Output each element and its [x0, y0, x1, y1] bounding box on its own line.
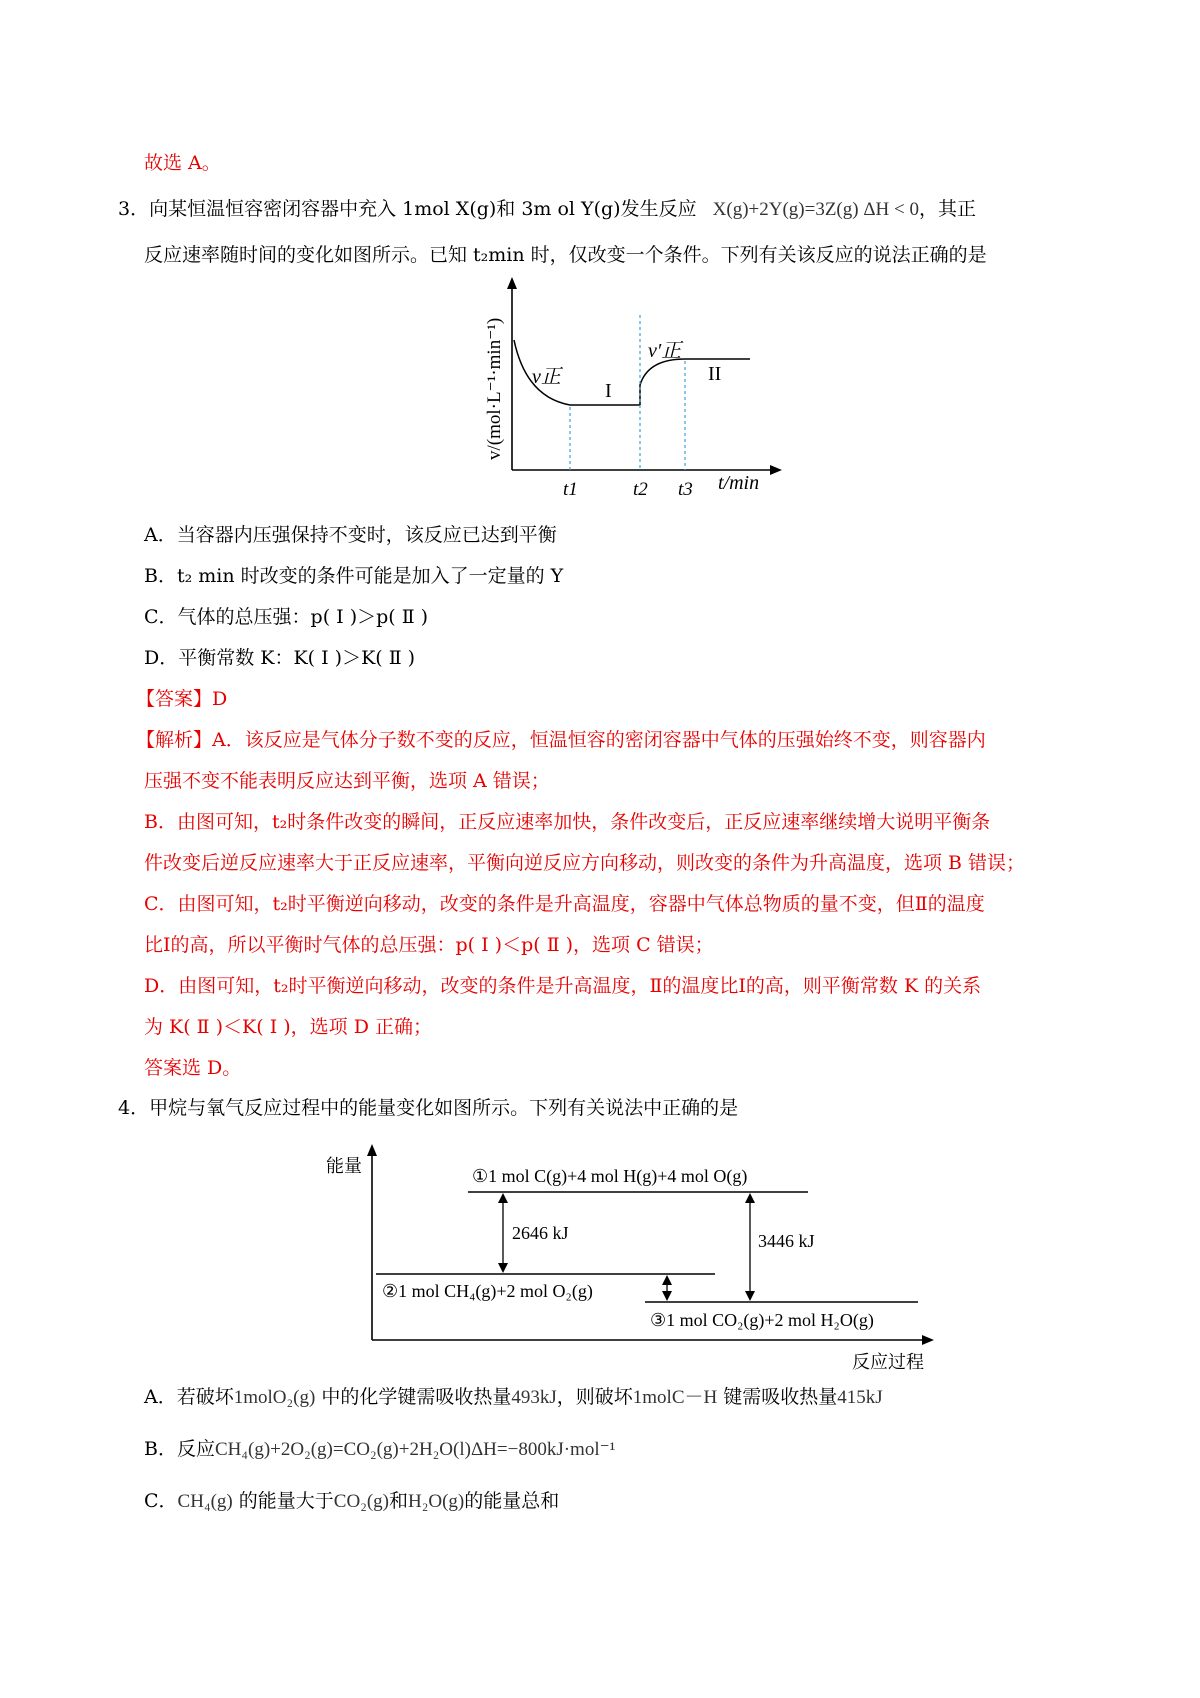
option-3a: A．当容器内压强保持不变时，该反应已达到平衡	[144, 524, 557, 546]
tick-t3: t3	[678, 479, 693, 500]
option-4c-math-h2o: H₂O(g)	[408, 1491, 465, 1512]
arrow-small-head-bottom	[662, 1291, 672, 1301]
process-axis-label: 反应过程	[852, 1352, 924, 1373]
option-3d: D．平衡常数 K：K( Ⅰ )＞K( Ⅱ )	[144, 647, 416, 669]
analysis-line-8: 为 K( Ⅱ )＜K( Ⅰ )，选项 D 正确；	[144, 1016, 432, 1038]
curve2-label: v′正	[648, 340, 682, 362]
y-axis-label: v/(mol·L⁻¹·min⁻¹)	[484, 317, 505, 460]
option-3b: B．t₂ min 时改变的条件可能是加入了一定量的 Y	[144, 565, 564, 587]
energy-diagram	[320, 1140, 950, 1375]
option-4a-prefix: A．若破坏	[144, 1386, 234, 1408]
option-4a-text3: 键需吸收热量	[723, 1386, 838, 1408]
option-4b-prefix: B．反应	[144, 1438, 215, 1460]
option-4a	[144, 1384, 883, 1411]
option-4c-prefix: C．	[144, 1490, 178, 1512]
region2-label: II	[708, 363, 722, 385]
option-3c: C．气体的总压强：p( Ⅰ )＞p( Ⅱ )	[144, 606, 429, 628]
level-1-label: ①1 mol C(g)+4 mol H(g)+4 mol O(g)	[472, 1166, 748, 1186]
option-4c-math-ch4: CH₄(g)	[177, 1491, 233, 1512]
level-2-label: ②1 mol CH₄(g)+2 mol O₂(g)	[382, 1281, 593, 1301]
energy-axis-label: 能量	[326, 1156, 362, 1177]
analysis-line-4: 件改变后逆反应速率大于正反应速率，平衡向逆反应方向移动，则改变的条件为升高温度，选项 B 错误；	[144, 852, 1026, 874]
option-4a-math-o2: 1molO₂(g)	[233, 1387, 316, 1408]
option-4b-equation: CH₄(g)+2O₂(g)=CO₂(g)+2H₂O(l)ΔH=−800kJ·mol⁻¹	[214, 1439, 616, 1460]
option-4c	[144, 1488, 559, 1515]
energy-3446-label: 3446 kJ	[758, 1231, 815, 1251]
option-4a-text: 中的化学键需吸收热量	[321, 1386, 512, 1408]
analysis-line-3: B．由图可知，t₂时条件改变的瞬间，正反应速率加快，条件改变后，正反应速率继续增大说明平衡条	[144, 811, 991, 833]
question-3-stem-tail: ，其正	[919, 198, 977, 220]
option-4c-text2: 和	[388, 1490, 408, 1512]
energy-axis-arrow	[367, 1144, 377, 1156]
region1-label: I	[605, 380, 612, 402]
option-4c-text3: 的能量总和	[464, 1490, 560, 1512]
option-4b	[144, 1436, 615, 1463]
arrow-2646-head-bottom	[498, 1263, 508, 1273]
option-4a-text2: ，则破坏	[556, 1386, 633, 1408]
arrow-3446-head-top	[745, 1193, 755, 1203]
x-axis-label: t/min	[718, 472, 760, 494]
analysis-line-9: 答案选 D。	[144, 1057, 242, 1079]
option-4a-math-493: 493kJ	[511, 1387, 557, 1408]
forward-rate-curve-2	[640, 359, 750, 405]
analysis-line-7: D．由图可知，t₂时平衡逆向移动，改变的条件是升高温度，Ⅱ的温度比Ⅰ的高，则平衡常数 K 的关系	[144, 975, 982, 997]
curve1-label: v正	[532, 366, 561, 388]
question-4-number: 4．	[118, 1097, 150, 1119]
tick-t2: t2	[633, 479, 648, 500]
question-4-stem	[118, 1095, 738, 1121]
arrow-3446-head-bottom	[745, 1291, 755, 1301]
question-3-equation: X(g)+2Y(g)=3Z(g) ΔH < 0	[712, 199, 919, 220]
analysis-line-1: 【解析】A．该反应是气体分子数不变的反应，恒温恒容的密闭容器中气体的压强始终不变，则容器内	[136, 729, 986, 751]
tick-t1: t1	[563, 479, 578, 500]
analysis-line-6: 比Ⅰ的高，所以平衡时气体的总压强：p( Ⅰ )＜p( Ⅱ )，选项 C 错误；	[144, 934, 714, 956]
previous-answer-line: 故选 A。	[144, 152, 221, 174]
analysis-line-2: 压强不变不能表明反应达到平衡，选项 A 错误；	[144, 770, 550, 792]
option-4c-math-co2: CO₂(g)	[333, 1491, 389, 1512]
answer-3: 【答案】D	[136, 688, 228, 710]
option-4a-math-ch: 1molC－H	[632, 1387, 718, 1408]
arrow-2646-head-top	[498, 1193, 508, 1203]
option-4c-text: 的能量大于	[238, 1490, 334, 1512]
option-4a-math-415: 415kJ	[837, 1387, 883, 1408]
process-axis-arrow	[922, 1335, 934, 1345]
analysis-line-5: C．由图可知，t₂时平衡逆向移动，改变的条件是升高温度，容器中气体总物质的量不变，但Ⅱ的温度	[144, 893, 985, 915]
level-3-label: ③1 mol CO₂(g)+2 mol H₂O(g)	[650, 1310, 874, 1330]
energy-2646-label: 2646 kJ	[512, 1223, 569, 1243]
question-3-stem-text: 向某恒温恒容密闭容器中充入 1mol X(g)和 3m ol Y(g)发生反应	[149, 198, 697, 220]
question-3-stem-line1	[118, 196, 976, 223]
rate-time-figure	[470, 275, 790, 510]
arrow-small-head-top	[662, 1275, 672, 1285]
y-axis-arrow	[507, 277, 517, 289]
question-3-stem-line2: 反应速率随时间的变化如图所示。已知 t₂min 时，仅改变一个条件。下列有关该反应的说法正确的是	[144, 244, 987, 266]
x-axis-arrow	[770, 465, 782, 475]
question-3-number: 3．	[118, 198, 150, 220]
question-4-stem-text: 甲烷与氧气反应过程中的能量变化如图所示。下列有关说法中正确的是	[149, 1097, 739, 1119]
